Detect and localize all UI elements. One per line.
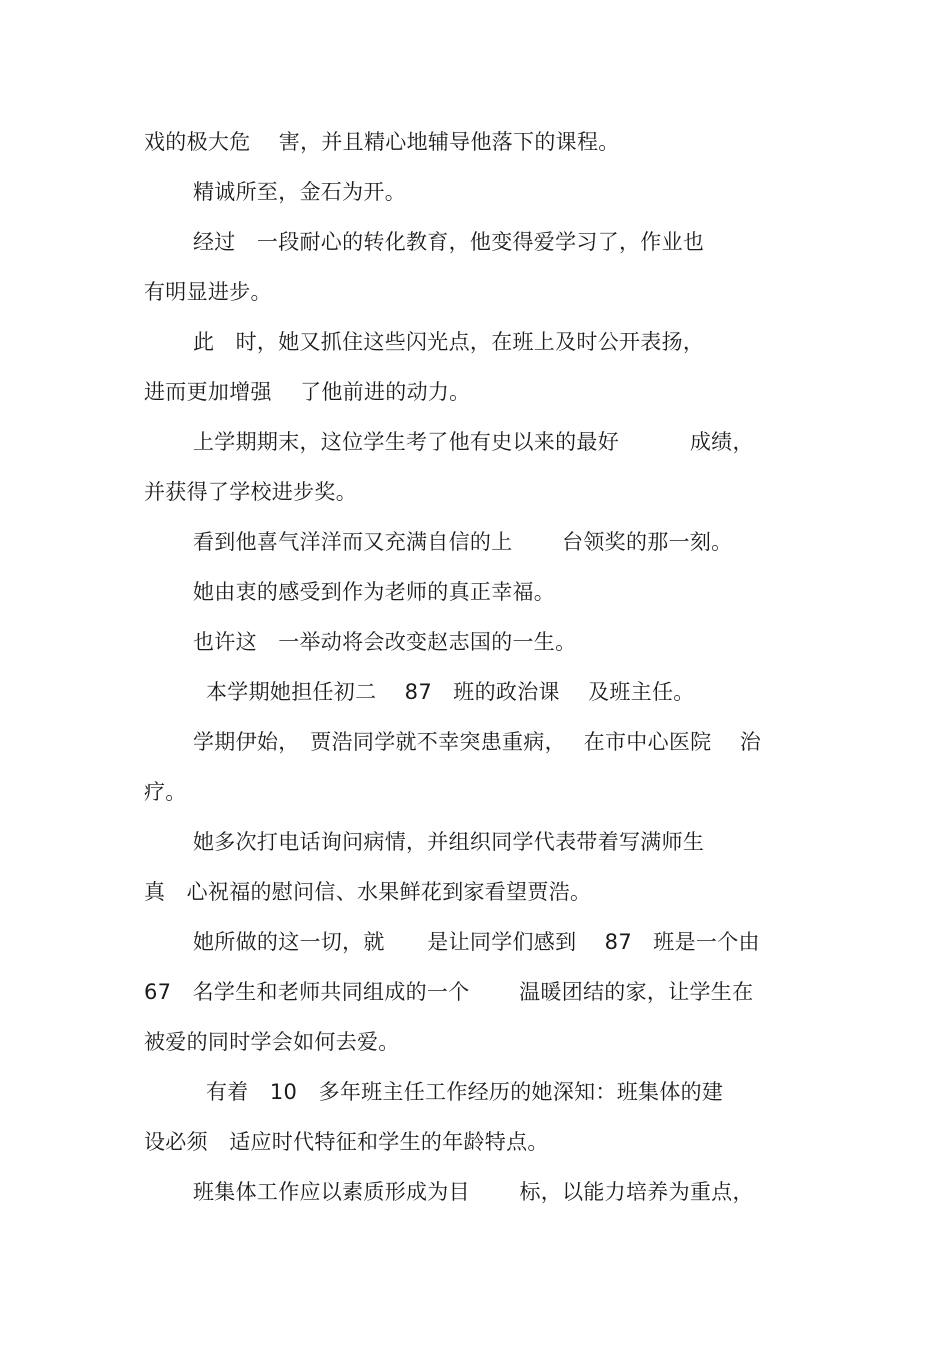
text-line: 班集体工作应以素质形成为目 标，以能力培养为重点， xyxy=(193,1180,754,1204)
text-line: 被爱的同时学会如何去爱。 xyxy=(144,1030,400,1054)
text-line: 真 心祝福的慰问信、水果鲜花到家看望贾浩。 xyxy=(144,880,592,904)
text-line: 67 名学生和老师共同组成的一个 温暖团结的家，让学生在 xyxy=(144,980,754,1004)
text-line: 经过 一段耐心的转化教育，他变得爱学习了，作业也 xyxy=(193,230,705,254)
text-line: 并获得了学校进步奖。 xyxy=(144,480,357,504)
text-line: 有着 10 多年班主任工作经历的她深知：班集体的建 xyxy=(206,1080,724,1104)
text-line: 有明显进步。 xyxy=(144,280,272,304)
text-line: 精诚所至，金石为开。 xyxy=(193,180,406,204)
text-line: 进而更加增强 了他前进的动力。 xyxy=(144,380,471,404)
text-line: 看到他喜气洋洋而又充满自信的上 台领奖的那一刻。 xyxy=(193,530,733,554)
text-line: 此 时，她又抓住这些闪光点，在班上及时公开表扬， xyxy=(193,330,705,354)
text-line: 她多次打电话询问病情，并组织同学代表带着写满师生 xyxy=(193,830,705,854)
text-line: 本学期她担任初二 87 班的政治课 及班主任。 xyxy=(206,680,695,704)
text-line: 戏的极大危 害，并且精心地辅导他落下的课程。 xyxy=(144,130,620,154)
text-line: 她所做的这一切，就 是让同学们感到 87 班是一个由 xyxy=(193,930,760,954)
text-line: 学期伊始， 贾浩同学就不幸突患重病， 在市中心医院 治 xyxy=(193,730,762,754)
text-line: 上学期期末，这位学生考了他有史以来的最好 成绩， xyxy=(193,430,754,454)
text-line: 设必须 适应时代特征和学生的年龄特点。 xyxy=(144,1130,549,1154)
text-line: 她由衷的感受到作为老师的真正幸福。 xyxy=(193,580,556,604)
text-line: 也许这 一举动将会改变赵志国的一生。 xyxy=(193,630,577,654)
text-line: 疗。 xyxy=(144,780,187,804)
